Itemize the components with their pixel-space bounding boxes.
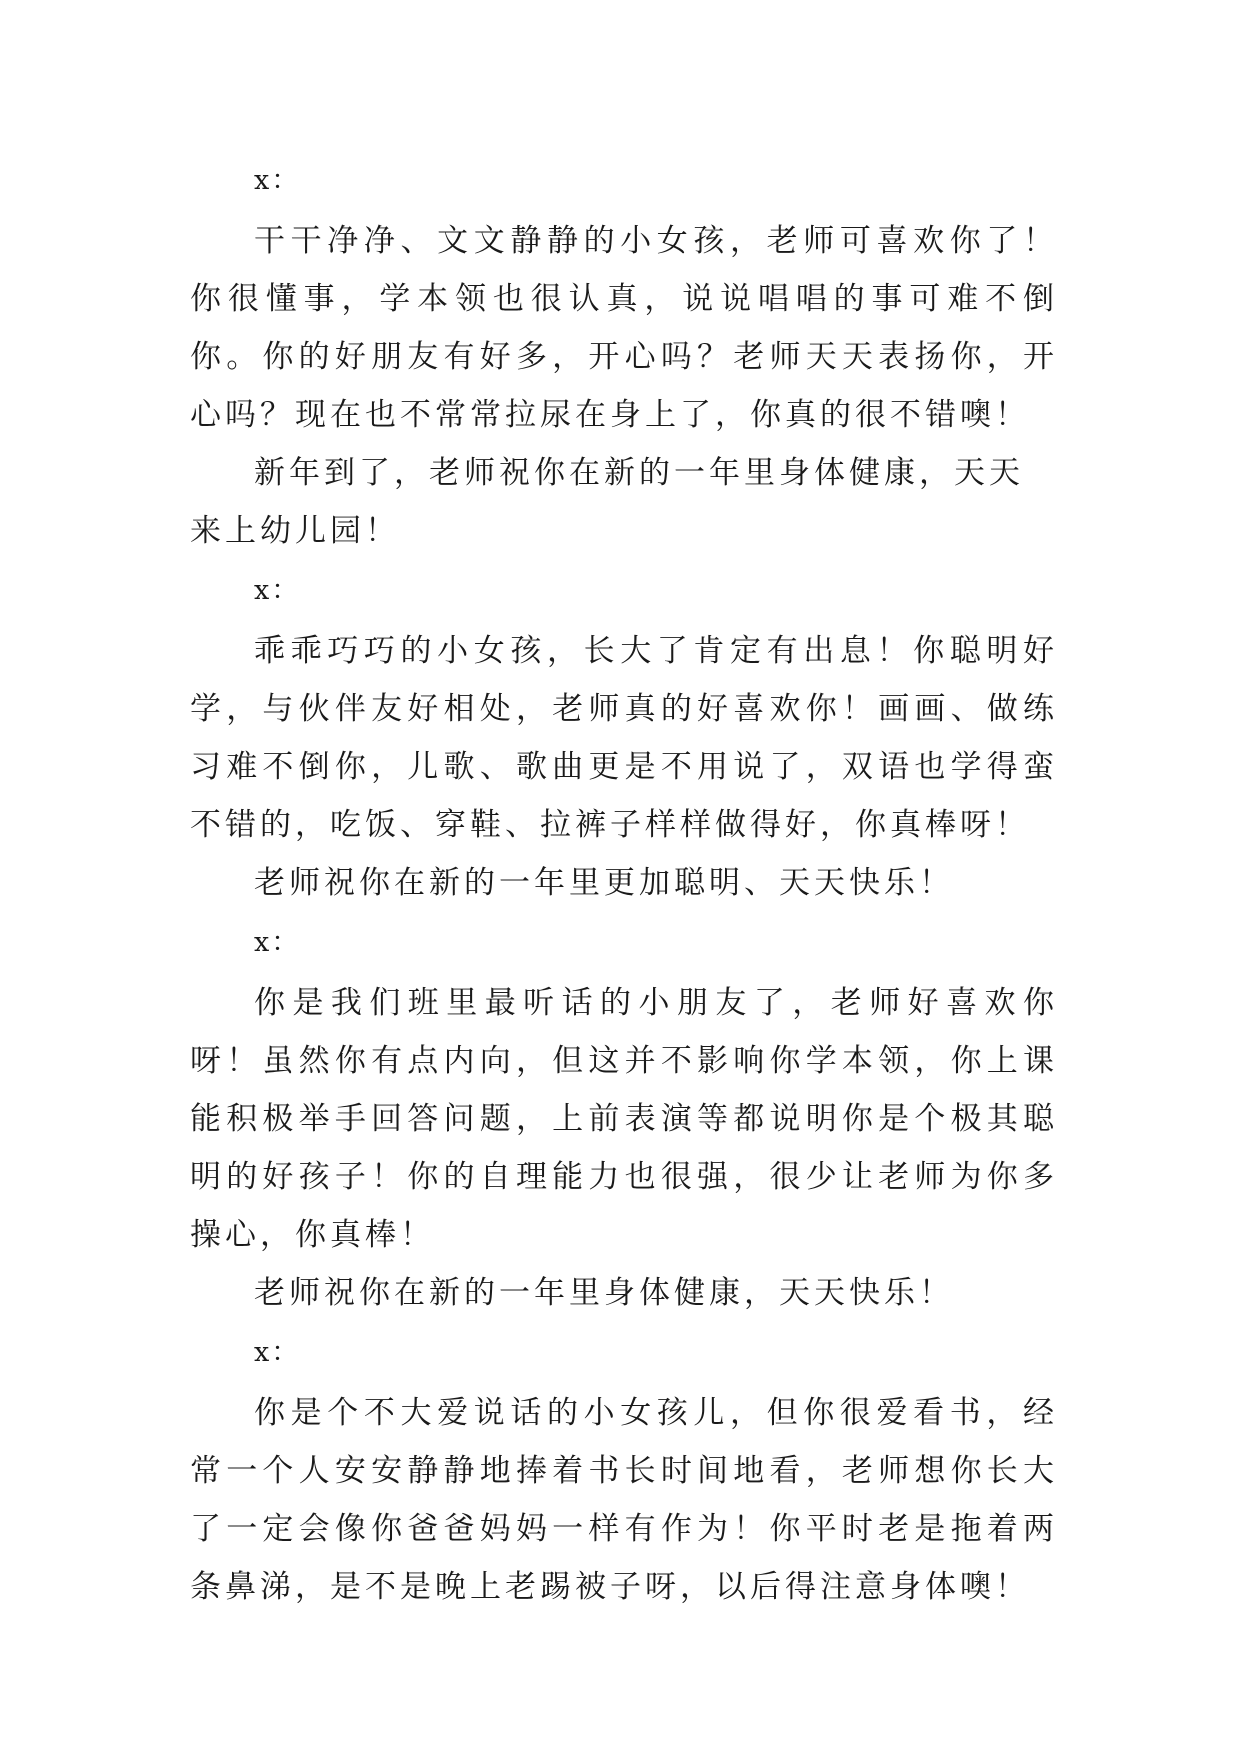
entry-wish: 老师祝你在新的一年里身体健康，天天快乐！ [254, 1275, 954, 1311]
entry-salutation: x： [254, 927, 301, 958]
comment-entry-2 [190, 562, 1058, 912]
entry-wish: 老师祝你在新的一年里更加聪明、天天快乐！ [254, 865, 954, 901]
comment-entry-1 [190, 152, 1058, 560]
entry-salutation: x： [254, 165, 301, 196]
entry-comment: 你是我们班里最听话的小朋友了，老师好喜欢你呀！虽然你有点内向，但这并不影响你学本领，你上课能积极举手回答问题，上前表演等都说明你是个极其聪明的好孩子！你的自理能力也很强，很少让老师为你多操心，你真棒！ [190, 985, 1058, 1253]
document-body [190, 152, 1058, 1616]
entry-comment: 干干净净、文文静静的小女孩，老师可喜欢你了！你很懂事，学本领也很认真，说说唱唱的事可难不倒你。你的好朋友有好多，开心吗？老师天天表扬你，开心吗？现在也不常常拉尿在身上了，你真的很不错噢！ [190, 223, 1058, 433]
entry-comment: 乖乖巧巧的小女孩，长大了肯定有出息！你聪明好学，与伙伴友好相处，老师真的好喜欢你！画画、做练习难不倒你，儿歌、歌曲更是不用说了，双语也学得蛮不错的，吃饭、穿鞋、拉裤子样样做得好，你真棒呀！ [190, 633, 1058, 843]
comment-entry-3 [190, 914, 1058, 1322]
entry-salutation: x： [254, 1337, 301, 1368]
entry-comment: 你是个不大爱说话的小女孩儿，但你很爱看书，经常一个人安安静静地捧着书长时间地看，老师想你长大了一定会像你爸爸妈妈一样有作为！你平时老是拖着两条鼻涕，是不是晚上老踢被子呀，以后得注意身体噢！ [190, 1395, 1058, 1605]
entry-salutation: x： [254, 575, 301, 606]
entry-wish: 新年到了，老师祝你在新的一年里身体健康，天天来上幼儿园！ [190, 455, 1024, 549]
comment-entry-4 [190, 1324, 1058, 1616]
